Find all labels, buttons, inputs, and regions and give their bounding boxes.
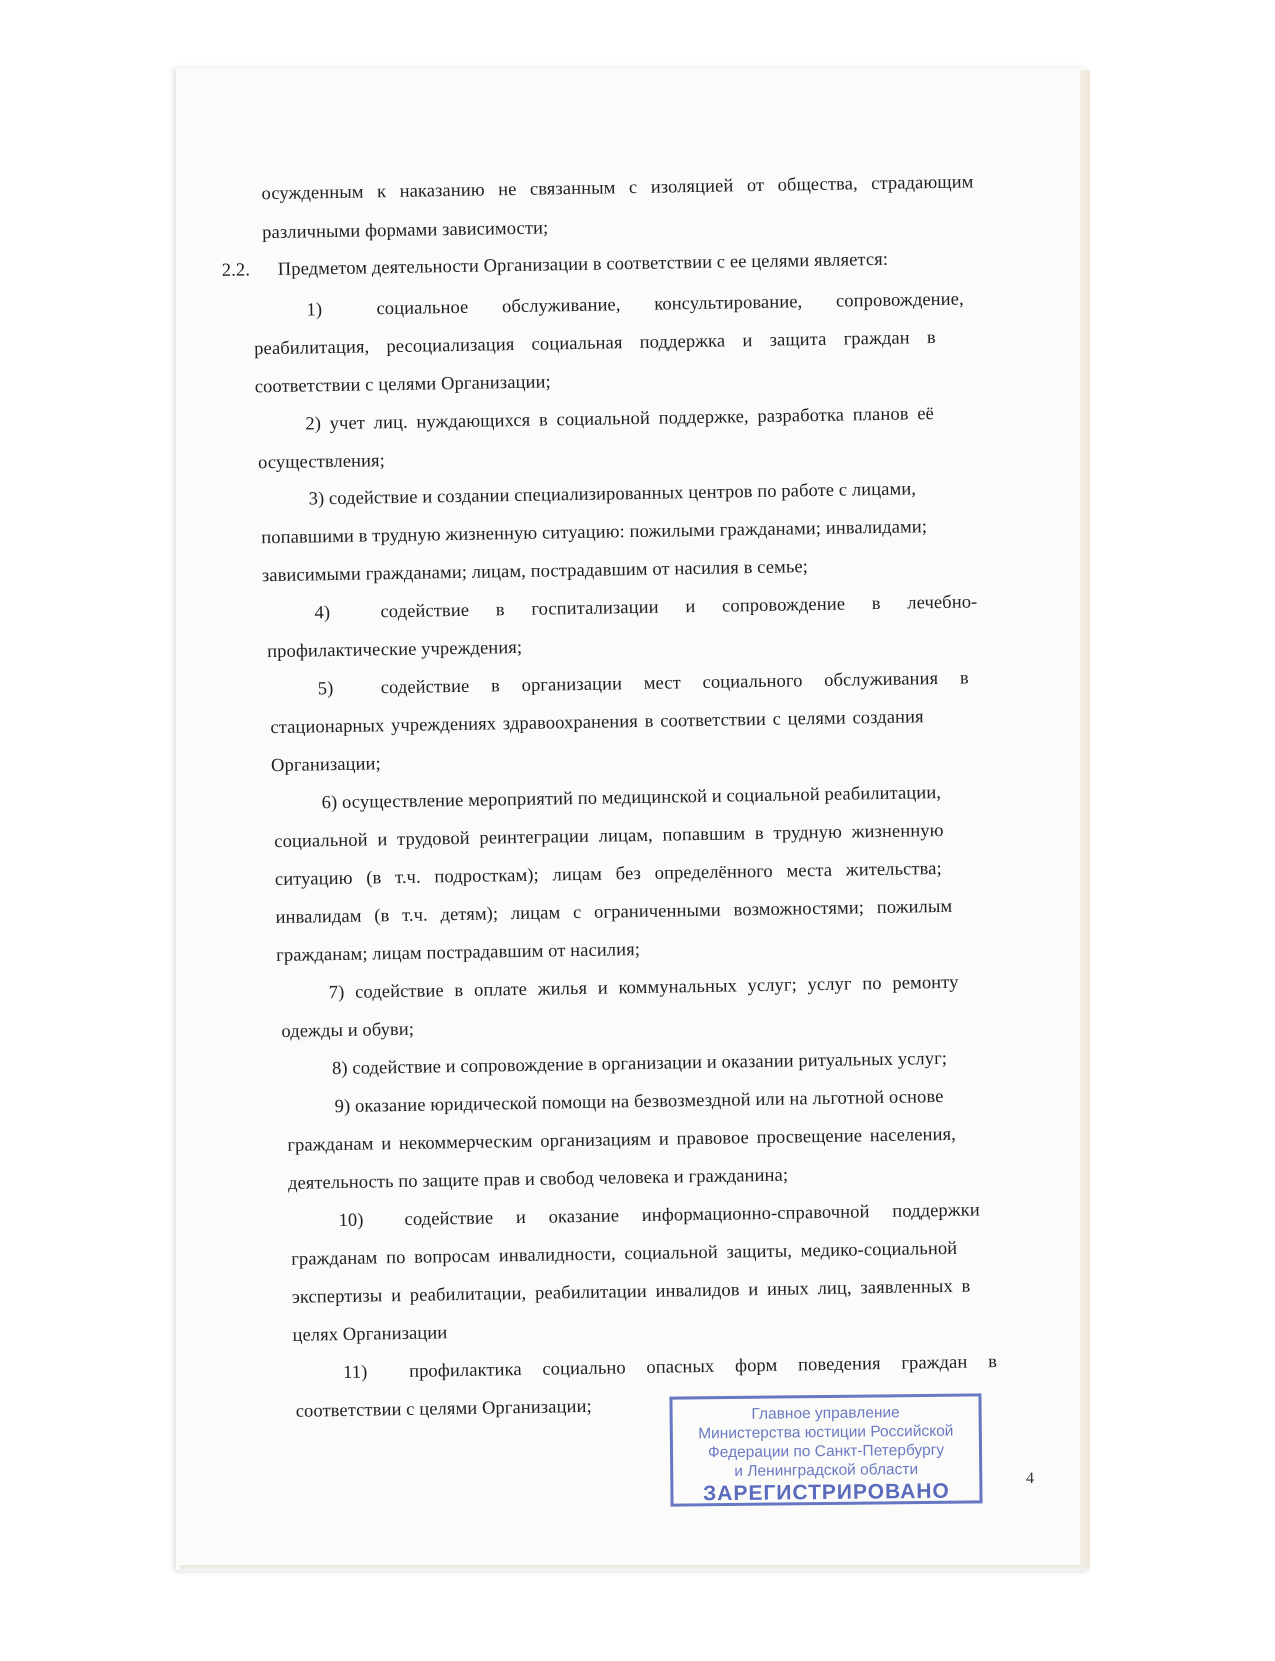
list-item-number: 1) (306, 300, 323, 321)
list-item-number: 10) (338, 1210, 364, 1232)
list-item-text: 9) оказание юридической помощи на безвозмездной или на льготной основе (334, 1087, 944, 1118)
list-item-number: 4) (314, 603, 331, 624)
stamp-line: и Ленинградской области (734, 1461, 919, 1480)
text-line: соответствии с целями Организации; (254, 372, 551, 398)
list-item-text: 8) содействие и сопровождение в организации и оказании ритуальных услуг; (331, 1048, 948, 1080)
list-item-number: 11) (342, 1362, 368, 1383)
list-item-text: содействие в организации мест социального обслуживания в (380, 668, 969, 699)
text-line: осуществления; (257, 451, 386, 474)
stamp-line: Главное управление (751, 1404, 900, 1423)
text-line: гражданам по вопросам инвалидности, социальной защиты, медико-социальной (291, 1238, 958, 1270)
section-number: 2.2. (221, 260, 251, 281)
text-line: осужденным к наказанию не связанным с изоляцией от общества, страдающим (261, 172, 974, 205)
text-line: соответствии с целями Организации; (295, 1396, 592, 1422)
list-item-number: 5) (317, 679, 334, 700)
text-line: различными формами зависимости; (262, 218, 549, 244)
text-line: одежды и обуви; (281, 1019, 415, 1042)
list-item-text: содействие в госпитализации и сопровождение в лечебно- (380, 592, 978, 623)
text-line: деятельность по защите прав и свобод человека и гражданина; (287, 1165, 789, 1194)
text-line: экспертизы и реабилитации, реабилитации инвалидов и иных лиц, заявленных в (291, 1276, 971, 1308)
stamp-line: Министерства юстиции Российской (698, 1422, 954, 1443)
text-line: социальной и трудовой реинтеграции лицам, попавшим в трудную жизненную (274, 820, 944, 853)
text-line: реабилитация, ресоциализация социальная поддержка и защита граждан в (253, 328, 936, 360)
registration-stamp (669, 1393, 982, 1506)
list-item-text: 7) содействие в оплате жилья и коммунальных услуг; услуг по ремонту (328, 972, 959, 1004)
stamp-line: Федерации по Санкт-Петербургу (707, 1441, 945, 1462)
text-line: стационарных учреждениях здравоохранения в соответствии с целями создания (270, 707, 924, 739)
stamp-registered: ЗАРЕГИСТРИРОВАНО (702, 1479, 950, 1506)
page-number: 4 (1026, 1470, 1034, 1487)
text-line: профилактические учреждения; (267, 637, 523, 663)
list-item-text: социальное обслуживание, консультирование, сопровождение, (376, 289, 964, 320)
text-line: ситуацию (в т.ч. подросткам); лицам без определённого места жительства; (274, 859, 942, 891)
list-item-text: профилактика социально опасных форм поведения граждан в (408, 1352, 998, 1382)
text-line: Организации; (270, 754, 381, 777)
text-line: инвалидам (в т.ч. детям); лицам с ограниченными возможностями; пожилым (275, 896, 953, 929)
text-line: гражданам; лицам пострадавшим от насилия; (276, 940, 641, 967)
list-item-text: 6) осуществление мероприятий по медицинской и социальной реабилитации, (321, 783, 942, 814)
list-item-text: 2) учет лиц. нуждающихся в социальной поддержке, разработка планов её (305, 404, 935, 435)
text-line: гражданам и некоммерческим организациям и правовое просвещение населения, (287, 1124, 957, 1156)
text-line: зависимыми гражданами; лицам, пострадавшим от насилия в семье; (261, 557, 809, 587)
text-line: целях Организации (292, 1323, 448, 1346)
section-heading: Предметом деятельности Организации в соответствии с ее целями является: (277, 249, 889, 280)
text-line: попавшими в трудную жизненную ситуацию: пожилыми гражданами; инвалидами; (261, 517, 928, 549)
list-item-text: 3) содействие и создании специализированных центров по работе с лицами, (308, 479, 917, 510)
list-item-text: содействие и оказание информационно-справочной поддержки (404, 1200, 980, 1230)
